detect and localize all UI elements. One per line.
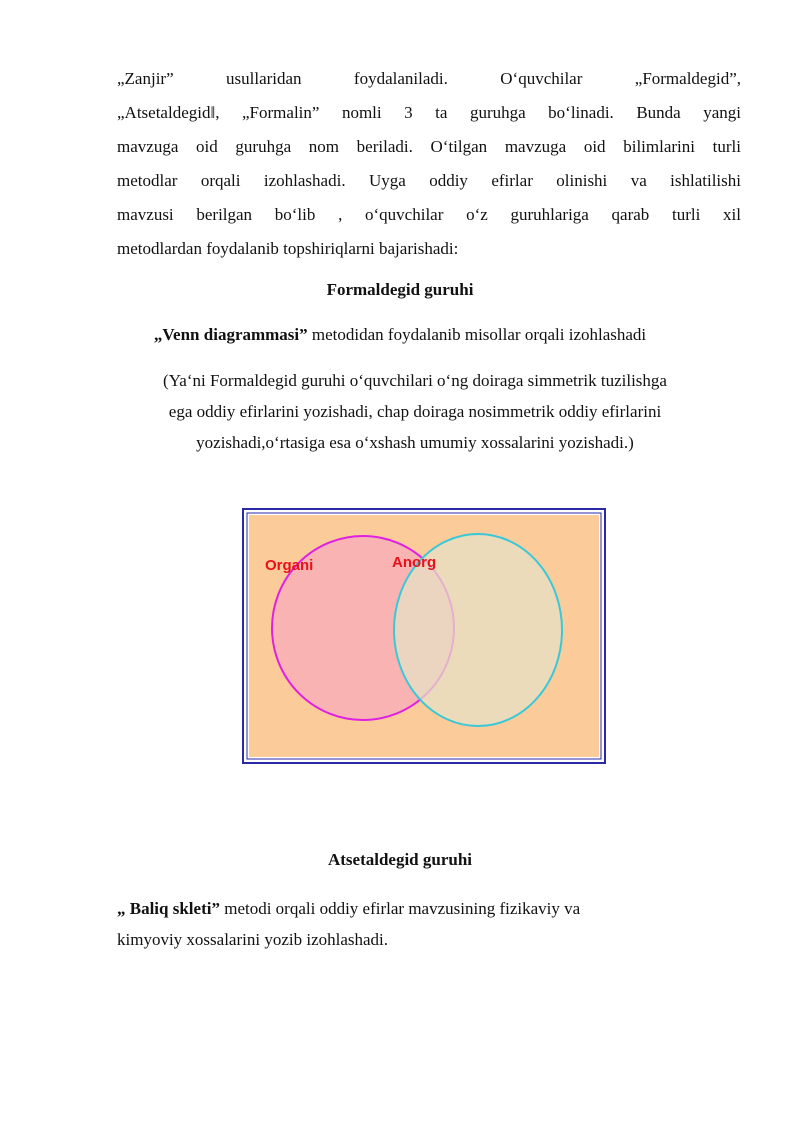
section-heading-atsetaldegid: Atsetaldegid guruhi (327, 850, 473, 869)
right-label: Anorg (392, 554, 437, 571)
intro-line: „Zanjir” usullaridan foydalaniladi. O‘quvchilar „Formaldegid”, (117, 69, 741, 88)
intro-line: mavzuga oid guruhga nom beriladi. O‘tilgan mavzuga oid bilimlarini turli (117, 137, 741, 156)
intro-line: metodlardan foydalanib topshiriqlarni bajarishadi: (117, 239, 459, 258)
intro-line: mavzusi berilgan bo‘lib , o‘quvchilar o‘z guruhlariga qarab turli xil (117, 205, 741, 224)
paragraph-line: kimyoviy xossalarini yozib izohlashadi. (117, 930, 389, 949)
left-label: Organi (265, 557, 314, 574)
note-line: (Ya‘ni Formaldegid guruhi o‘quvchilari o‘ng doiraga simmetrik tuzilishga (163, 371, 667, 390)
baliq-skleti-paragraph (117, 893, 737, 955)
venn-diagram (242, 508, 606, 764)
intro-line: metodlar orqali izohlashadi. Uyga oddiy efirlar olinishi va ishlatilishi (117, 171, 741, 190)
intro-paragraph (117, 62, 741, 266)
method-name: „ Baliq skleti” (117, 899, 220, 918)
note-line: yozishadi,o‘rtasiga esa o‘xshash umumiy xossalarini yozishadi.) (196, 433, 634, 452)
intro-line: „Atsetaldegid‖, „Formalin” nomli 3 ta guruhga bo‘linadi. Bunda yangi (117, 103, 741, 122)
paragraph-line (117, 893, 737, 924)
section-heading-formaldegid: Formaldegid guruhi (326, 280, 474, 299)
venn-diagram-figure (242, 508, 606, 764)
explanation-note (100, 365, 730, 458)
method-description: metodi orqali oddiy efirlar mavzusining fizikaviy va (219, 899, 581, 918)
method-line-venn (0, 325, 800, 345)
note-line: ega oddiy efirlarini yozishadi, chap doiraga nosimmetrik oddiy efirlarini (168, 402, 662, 421)
method-name: „Venn diagrammasi” (153, 325, 308, 344)
method-description: metodidan foydalanib misollar orqali izohlashadi (307, 325, 647, 344)
